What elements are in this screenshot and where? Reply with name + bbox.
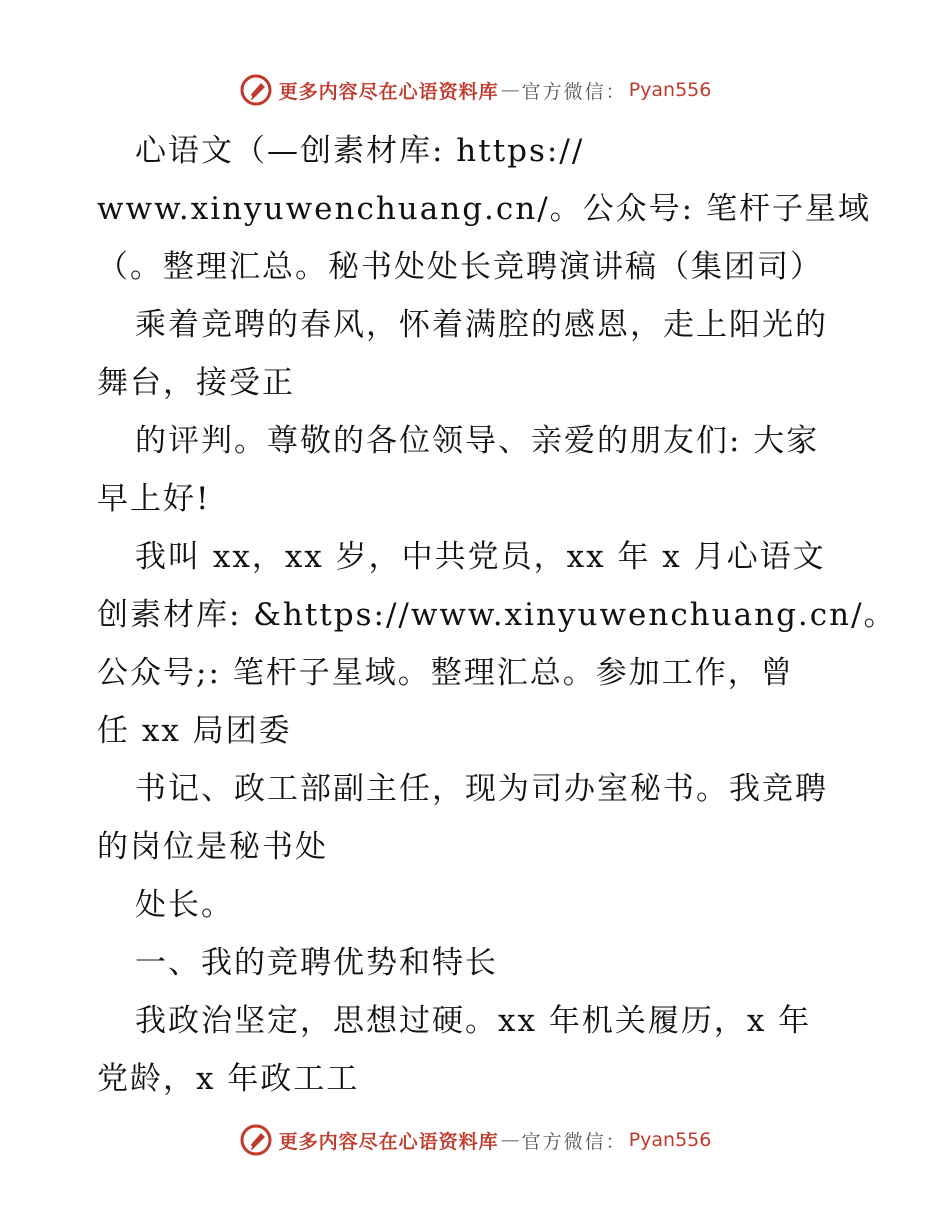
body-line: 创素材库: &https://www.xinyuwenchuang.cn/。 [97,597,897,633]
banner-separator: — [500,1129,520,1151]
banner-main-text: 更多内容尽在心语资料库 [278,1130,499,1153]
body-line: 书记、政工部副主任，现为司办室秘书。我竞聘 [135,771,828,807]
pen-nib-circle-icon [239,1123,273,1157]
body-line: 早上好! [97,481,211,517]
pen-nib-circle-icon [239,73,273,107]
body-line: 心语文（—创素材库: https:// [135,133,585,169]
banner-wechat-id: Pyan556 [628,1129,712,1151]
banner-tail-text: 官方微信： [521,1130,627,1153]
banner-separator: — [500,79,520,101]
body-line: 我政治坚定，思想过硬。xx 年机关履历，x 年 [135,1003,812,1039]
body-line: 的岗位是秘书处 [97,829,328,865]
body-line: 舞台，接受正 [97,365,295,401]
body-line: 党龄，x 年政工工 [97,1061,360,1097]
body-line: 任 xx 局团委 [97,713,292,749]
body-line: 我叫 xx，xx 岁，中共党员，xx 年 x 月心语文 [135,539,826,575]
body-line: 处长。 [135,887,234,923]
body-line: www.xinyuwenchuang.cn/。公众号: 笔杆子星域 [97,191,871,227]
body-line: 的评判。尊敬的各位领导、亲爱的朋友们: 大家 [135,423,820,459]
header-banner [0,70,950,110]
banner-main-text: 更多内容尽在心语资料库 [278,80,499,103]
banner-wechat-id: Pyan556 [628,79,712,101]
section-heading: 一、我的竞聘优势和特长 [135,945,498,981]
body-line: 乘着竞聘的春风，怀着满腔的感恩，走上阳光的 [135,307,828,343]
body-line: 公众号;: 笔杆子星域。整理汇总。参加工作，曾 [97,655,794,691]
banner-tail-text: 官方微信： [521,80,627,103]
document-body [97,122,897,1108]
body-line: （。整理汇总。秘书处处长竞聘演讲稿（集团司） [97,249,823,285]
footer-banner [0,1120,950,1160]
